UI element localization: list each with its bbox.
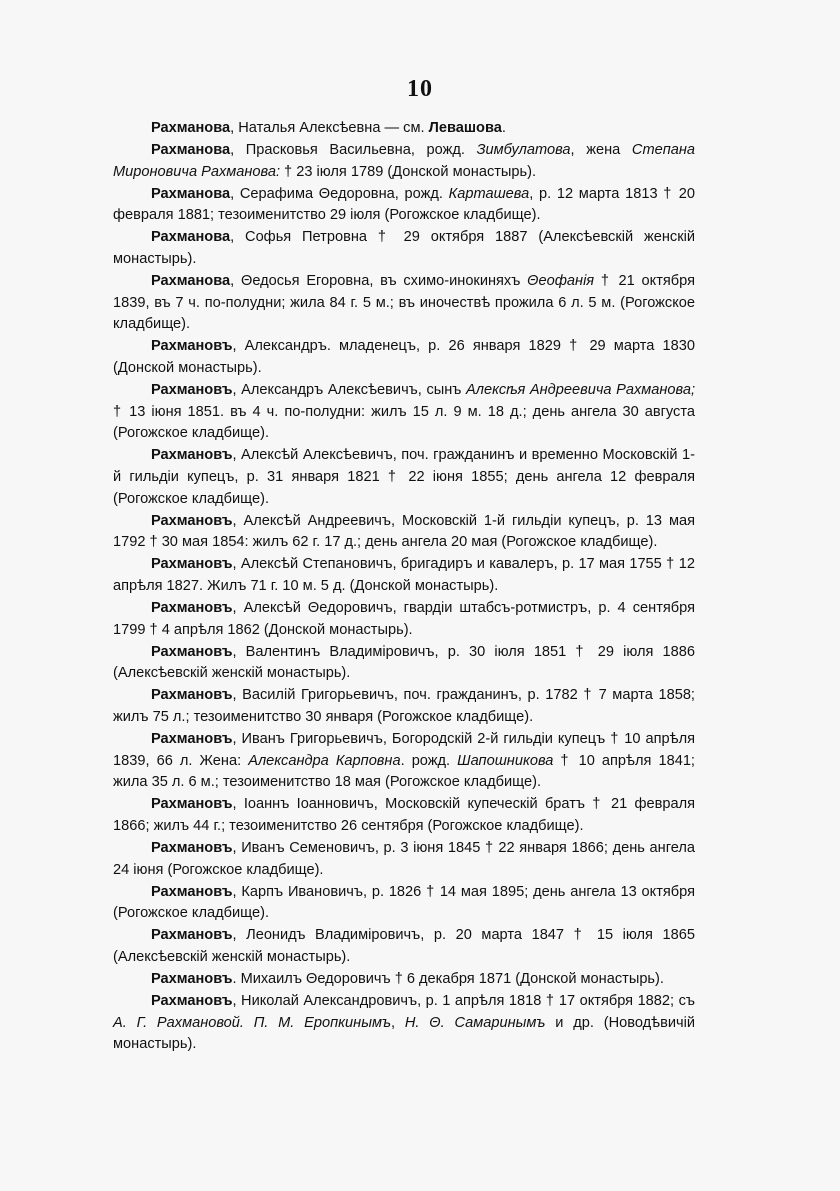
entry [113,838,695,881]
entry-surname: Рахмановъ [151,927,233,944]
entry-italic-name: Шапошникова [457,752,554,769]
entry-italic-name: Карташева [448,185,530,202]
entry [113,336,695,379]
entry-italic-name: Θеофанія [527,273,595,290]
entry [113,554,695,597]
entry-surname: Рахманова [151,120,231,136]
entry-text: , Александръ Алексѣевичъ, сынъ [232,382,467,399]
entry [113,227,695,270]
entry-surname: Рахманова [151,229,231,246]
entry-text: , Прасковья Васильевна, рожд. [230,142,477,159]
entry-surname: Рахмановъ [151,796,233,813]
entry-text: , Наталья Алексѣевна — см. [230,120,429,136]
entry [113,882,695,925]
entry [113,925,695,968]
entry-surname: Рахмановъ [151,840,233,857]
entry-text: , Алексѣй Θедоровичъ, гвардіи штабсъ-ротмистръ, р. 4 сентября 1799 † 4 апрѣля 1862 (Донской монастырь). [113,600,695,638]
entry-surname: Рахмановъ [151,600,233,617]
entry-surname: Рахмановъ [151,512,233,529]
entry-text: , Александръ. младенецъ, р. 26 января 1829 † 29 марта 1830 (Донской монастырь). [113,338,695,377]
entry-surname: Рахмановъ [151,447,233,464]
entry [113,271,695,336]
entry [113,969,695,991]
entry [113,380,695,445]
entry-italic-name: Александра Карповна [248,752,401,769]
entry-surname: Рахмановъ [151,382,233,399]
entry-text: , Алексѣй Алексѣевичъ, поч. гражданинъ и временно Московскій 1-й гильдіи купецъ, р. 31 января 1821 † 22 іюня 1855; день ангела 12 февраля (Рогожское кладбище). [113,447,695,507]
entry-list [113,118,695,1057]
entry-text: , Серафима Θедоровна, рожд. [230,185,449,202]
entry [113,729,695,794]
entry-text: † 10 апрѣля 1841; жила 35 л. 6 м.; тезоименитство 18 мая (Рогожское кладбище). [113,752,695,791]
entry-surname: Рахмановъ [151,883,233,900]
entry-text: † 13 іюня 1851. въ 4 ч. по-полудни: жилъ 15 л. 9 м. 18 д.; день ангела 30 августа (Рогожское кладбище). [113,403,695,442]
entry-text: † 21 октября 1839, въ 7 ч. по-полудни; жила 84 г. 5 м.; въ иночествѣ прожила 6 л. 5 м. (Рогожское кладбище). [113,273,695,333]
entry-surname: Рахмановъ [151,556,233,573]
entry-text: , Алексѣй Степановичъ, бригадиръ и кавалеръ, р. 17 мая 1755 † 12 апрѣля 1827. Жилъ 71 г. 10 м. 5 д. (Донской монастырь). [113,556,695,594]
entry [113,118,695,140]
entry-surname: Рахмановъ [151,993,233,1010]
entry-text: , Софья Петровна † 29 октября 1887 (Алексѣевскій женскій монастырь). [113,229,695,268]
page-number: 10 [407,76,433,102]
entry-italic-name: Степана Мироновича Рахманова: [113,142,696,180]
entry [113,991,695,1056]
entry-surname: Рахмановъ [151,971,233,988]
entry [113,184,695,227]
entry-text: . [501,120,506,136]
entry-surname: Рахмановъ [151,687,233,704]
entry-text: , Иванъ Семеновичъ, р. 3 іюня 1845 † 22 января 1866; день ангела 24 іюня (Рогожское кладбище). [113,840,695,878]
entry-surname: Рахманова [151,273,231,290]
entry [113,445,695,510]
entry-surname: Рахманова [151,185,231,202]
entry [113,140,695,183]
entry-italic-name: Алексѣя Андреевича Рахманова; [466,382,695,399]
entry-cross-reference: Левашова [428,120,502,136]
entry-text: , Василій Григорьевичъ, поч. гражданинъ, р. 1782 † 7 марта 1858; жилъ 75 л.; тезоименитство 30 января (Рогожское кладбище). [113,687,695,726]
entry [113,511,695,554]
entry-text: . Михаилъ Θедоровичъ † 6 декабря 1871 (Донской монастырь). [232,971,664,988]
entry [113,598,695,641]
entry-text: и др. (Новодѣвичій монастырь). [113,1014,696,1053]
entry-surname: Рахмановъ [151,338,233,355]
entry-text: , Карпъ Ивановичъ, р. 1826 † 14 мая 1895; день ангела 13 октября (Рогожское кладбище). [113,883,695,922]
entry-text: , Николай Александровичъ, р. 1 апрѣля 1818 † 17 октября 1882; съ [232,993,695,1010]
entry-text: , р. 12 марта 1813 † 20 февраля 1881; тезоименитство 29 іюля (Рогожское кладбище). [113,185,695,224]
entry [113,685,695,728]
entry-text: , Иванъ Григорьевичъ, Богородскій 2-й гильдіи купецъ † 10 апрѣля 1839, 66 л. Жена: [113,731,695,769]
entry [113,642,695,685]
entry-surname: Рахмановъ [151,731,233,748]
entry-text: , [391,1014,405,1031]
entry-text: , Валентинъ Владиміровичъ, р. 30 іюля 1851 † 29 іюля 1886 (Алексѣевскій женскій монастырь). [113,643,695,682]
entry-text: , жена [570,142,632,159]
entry-italic-name: А. Г. Рахмановой. П. М. Еропкинымъ [113,1014,392,1031]
entry-text: . рожд. [400,752,458,769]
entry-italic-name: Зимбулатова [476,142,571,159]
entry-text: † 23 іюля 1789 (Донской монастырь). [280,163,537,180]
entry-italic-name: Н. Θ. Самаринымъ [404,1014,546,1031]
entry-text: , Θедосья Егоровна, въ схимо-инокиняхъ [230,273,528,290]
entry-surname: Рахманова [151,142,231,159]
entry-surname: Рахмановъ [151,643,233,660]
entry-text: , Іоаннъ Іоанновичъ, Московскій купеческій братъ † 21 февраля 1866; жилъ 44 г.; тезоименитство 26 сентября (Рогожское кладбище). [113,796,695,834]
entry-text: , Алексѣй Андреевичъ, Московскій 1-й гильдіи купецъ, р. 13 мая 1792 † 30 мая 1854: жилъ 62 г. 17 д.; день ангела 20 мая (Рогожское кладбище). [113,512,695,551]
entry [113,794,695,837]
entry-text: , Леонидъ Владиміровичъ, р. 20 марта 1847 † 15 іюля 1865 (Алексѣевскій женскій монастырь). [113,927,695,966]
